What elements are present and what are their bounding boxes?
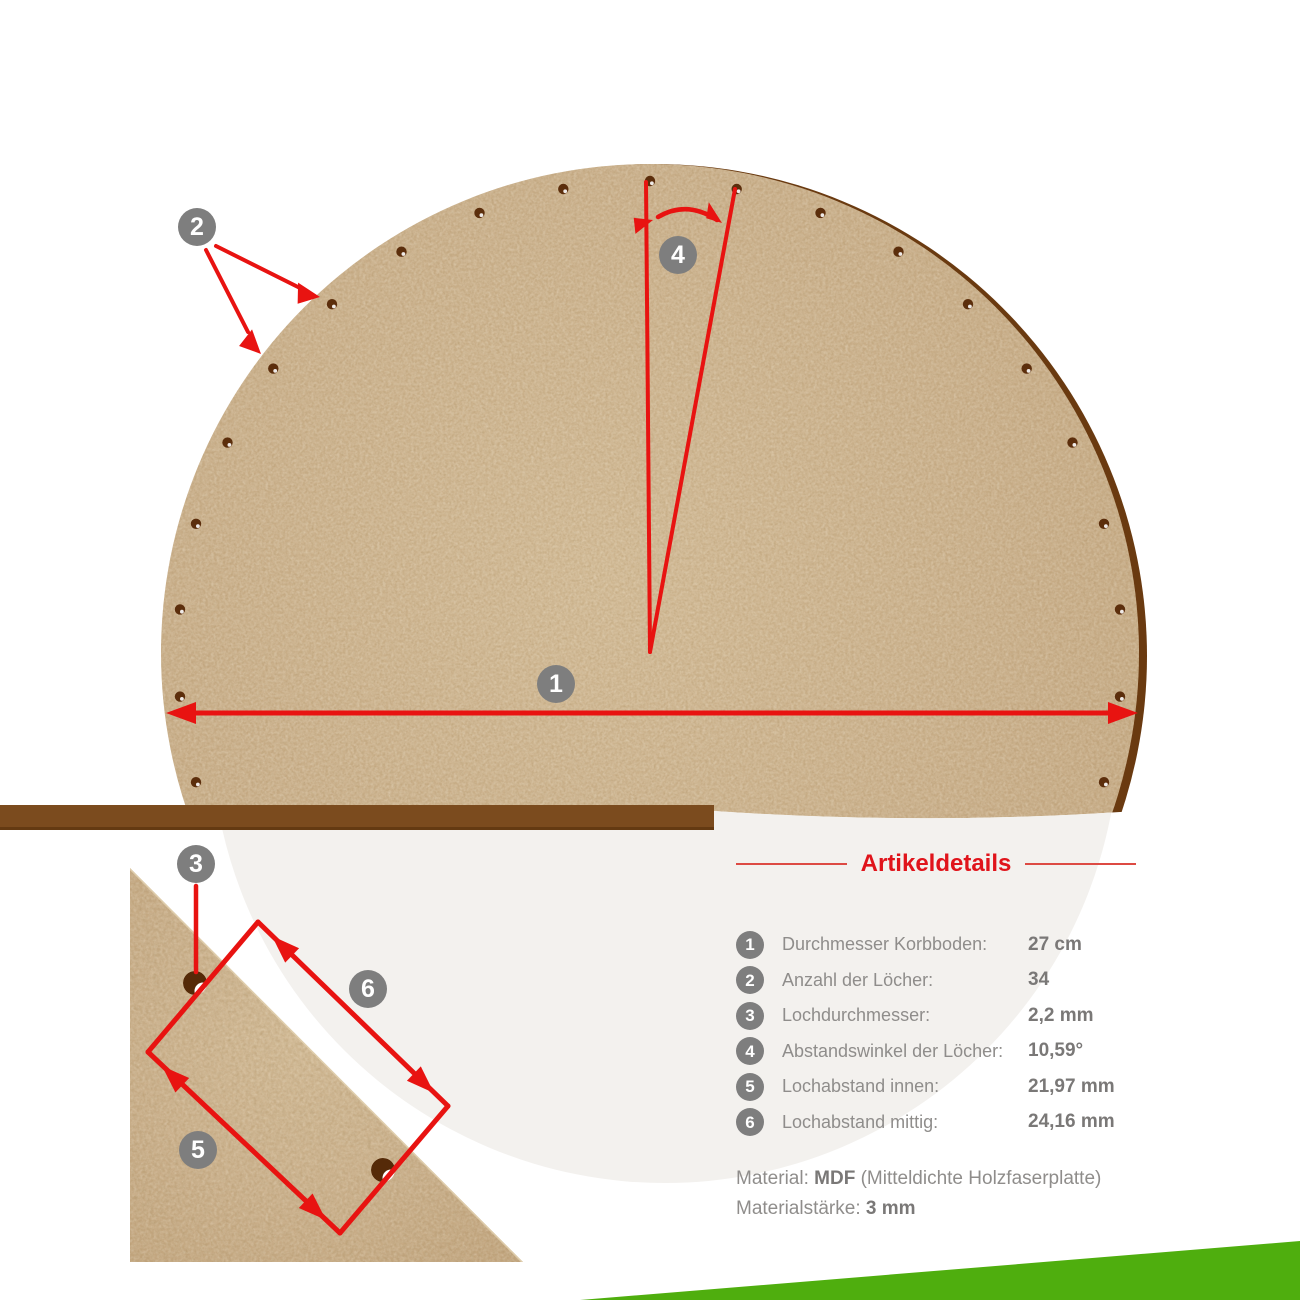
perimeter-hole-highlight [968,305,972,309]
perimeter-hole [327,299,337,309]
material-label: Material: [736,1168,809,1189]
perimeter-hole [175,604,185,614]
row-number-badge: 3 [736,1002,764,1030]
thickness-value: 3 mm [865,1198,916,1219]
perimeter-hole-highlight [180,697,184,701]
details-title-row [736,850,1136,878]
perimeter-hole [268,363,278,373]
row-value: 10,59° [1028,1040,1084,1062]
perimeter-hole [474,208,484,218]
perimeter-hole [893,247,903,257]
material-value: MDF [814,1168,856,1189]
row-value: 21,97 mm [1028,1075,1115,1097]
perimeter-hole [963,299,973,309]
perimeter-hole-highlight [480,213,484,217]
divider-bar-shadow [0,827,714,830]
row-label: Lochabstand mittig: [782,1111,939,1132]
hole-pointer-line-2 [206,250,248,332]
detail-row [736,927,1136,963]
perimeter-hole [191,519,201,529]
perimeter-hole [815,208,825,218]
perimeter-hole-highlight [228,443,232,447]
angle-badge: 4 [659,236,697,274]
perimeter-hole-highlight [1027,369,1031,373]
detail-row [736,1069,1136,1105]
row-number-badge: 6 [736,1108,764,1136]
details-title: Artikeldetails [860,850,1012,877]
row-value: 2,2 mm [1028,1004,1094,1026]
perimeter-hole-highlight [196,783,200,787]
row-number-badge: 2 [736,966,764,994]
hole-diameter-badge: 3 [177,845,215,883]
row-number-badge: 4 [736,1037,764,1065]
perimeter-hole-highlight [1120,697,1124,701]
material-note: (Mitteldichte Holzfaserplatte) [860,1168,1102,1189]
perimeter-hole [1115,691,1125,701]
title-rule-left [736,863,847,865]
perimeter-hole-highlight [737,189,741,193]
perimeter-hole-highlight [1104,783,1108,787]
divider-bar-body [0,805,714,830]
title-rule-right [1025,863,1136,865]
perimeter-hole [175,691,185,701]
hole-count-badge: 2 [178,208,216,246]
material-line [736,1164,1136,1194]
detail-row [736,1105,1136,1141]
perimeter-hole [191,777,201,787]
perimeter-hole-highlight [180,610,184,614]
perimeter-hole [558,184,568,194]
perimeter-hole-highlight [196,524,200,528]
thickness-line [736,1194,1136,1224]
row-label: Lochabstand innen: [782,1076,940,1097]
row-value: 24,16 mm [1028,1111,1115,1133]
perimeter-hole [1067,437,1077,447]
perimeter-hole-highlight [1104,524,1108,528]
hole-pointer-arrowhead-2 [235,329,264,361]
detail-row [736,1034,1136,1070]
center-distance-badge: 6 [349,970,387,1008]
row-label: Lochdurchmesser: [782,1005,931,1026]
perimeter-hole-highlight [1120,610,1124,614]
perimeter-hole-highlight [332,305,336,309]
perimeter-hole [1099,519,1109,529]
perimeter-hole-highlight [1073,443,1077,447]
row-label: Anzahl der Löcher: [782,969,934,990]
row-number-badge: 1 [736,931,764,959]
detail-row [736,963,1136,999]
row-label: Durchmesser Korbboden: [782,934,988,955]
perimeter-hole-highlight [273,369,277,373]
material-info [736,1164,1136,1224]
inner-distance-badge: 5 [179,1131,217,1169]
diameter-badge: 1 [537,665,575,703]
divider-bar [0,805,714,830]
perimeter-hole [222,437,232,447]
row-label: Abstandswinkel der Löcher: [782,1040,1004,1061]
perimeter-hole [1021,363,1031,373]
perimeter-hole-highlight [650,181,654,185]
row-value: 34 [1028,969,1050,991]
perimeter-hole-highlight [821,213,825,217]
row-value: 27 cm [1028,933,1082,955]
perimeter-hole [1115,604,1125,614]
thickness-label: Materialstärke: [736,1198,861,1219]
perimeter-hole-highlight [402,252,406,256]
perimeter-hole-highlight [899,252,903,256]
details-rows [736,927,1136,1140]
perimeter-hole [1099,777,1109,787]
detail-row [736,998,1136,1034]
perimeter-hole-highlight [563,189,567,193]
perimeter-hole [396,247,406,257]
hole-pointer-line-1 [216,246,304,290]
row-number-badge: 5 [736,1073,764,1101]
details-panel [736,850,1136,1224]
